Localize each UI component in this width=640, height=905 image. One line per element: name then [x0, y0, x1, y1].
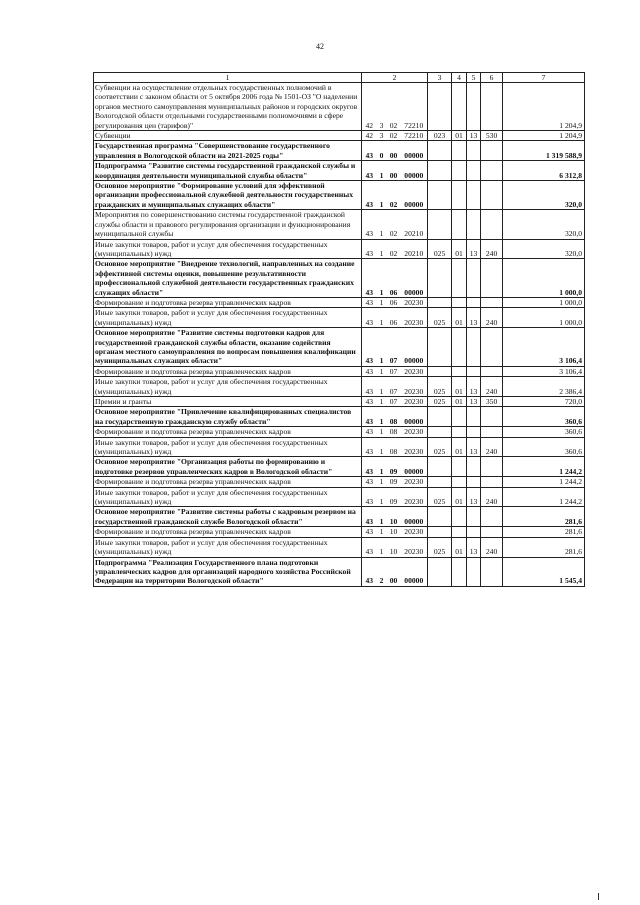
program-code-cell: 43: [362, 427, 377, 437]
amount-cell: 1 244,2: [503, 477, 585, 487]
section-code-cell: [452, 210, 467, 239]
subsection-code-cell: [467, 210, 481, 239]
row-name-cell: Иные закупки товаров, работ и услуг для обеспечения государственных (муниципальных) нужд: [94, 239, 362, 259]
amount-cell: 281,6: [503, 537, 585, 557]
direction-code-cell: 20230: [401, 437, 428, 457]
subsection-code-cell: [467, 477, 481, 487]
ministry-code-cell: [428, 210, 452, 239]
table-row: [94, 83, 585, 131]
row-name-cell: Подпрограмма "Реализация Государственного плана подготовки управленческих кадров для организаций народного хозяйства Российской Федерации на территории Вологодской области": [94, 557, 362, 586]
ministry-code-cell: [428, 557, 452, 586]
subsection-code-cell: 13: [467, 437, 481, 457]
program-code-cell: 43: [362, 181, 377, 210]
ministry-code-cell: 025: [428, 397, 452, 407]
row-name-cell: Формирование и подготовка резерва управленческих кадров: [94, 427, 362, 437]
subsection-code-cell: 13: [467, 131, 481, 141]
amount-cell: 281,6: [503, 527, 585, 537]
section-code-cell: [452, 366, 467, 376]
subsection-code-cell: [467, 427, 481, 437]
section-code-cell: 01: [452, 487, 467, 507]
direction-code-cell: 00000: [401, 457, 428, 477]
expense-type-cell: [481, 210, 503, 239]
ministry-code-cell: 025: [428, 377, 452, 397]
direction-code-cell: 00000: [401, 259, 428, 298]
subprogram-code-cell: 1: [377, 239, 387, 259]
subsection-code-cell: [467, 527, 481, 537]
amount-cell: 3 106,4: [503, 328, 585, 367]
row-name-cell: Государственная программа "Совершенствование государственного управления в Вологодской области на 2021-2025 годы": [94, 141, 362, 161]
subprogram-code-cell: 1: [377, 487, 387, 507]
direction-code-cell: 20230: [401, 537, 428, 557]
row-name-cell: Субвенции на осуществление отдельных государственных полномочий в соответствии с законом области от 5 октября 2006 года № 1501-ОЗ "О наделении органов местного самоуправления муниципальных районов и городских округов Вологодской области отдельными государственными полномочиями в сфере регулирования цен (тарифов)": [94, 83, 362, 131]
subprogram-code-cell: 1: [377, 308, 387, 328]
amount-cell: 1 000,0: [503, 308, 585, 328]
program-code-cell: 43: [362, 397, 377, 407]
subsection-code-cell: [467, 297, 481, 307]
program-code-cell: 43: [362, 328, 377, 367]
subsection-code-cell: 13: [467, 397, 481, 407]
subsection-code-cell: [467, 457, 481, 477]
activity-code-cell: 10: [387, 507, 401, 527]
section-code-cell: [452, 161, 467, 181]
section-code-cell: [452, 507, 467, 527]
subprogram-code-cell: 3: [377, 83, 387, 131]
column-header: 4: [452, 73, 467, 83]
program-code-cell: 43: [362, 487, 377, 507]
subprogram-code-cell: 1: [377, 397, 387, 407]
program-code-cell: 43: [362, 141, 377, 161]
activity-code-cell: 02: [387, 131, 401, 141]
row-name-cell: Основное мероприятие "Привлечение квалифицированных специалистов на государственную гражданскую службу области": [94, 407, 362, 427]
row-name-cell: Основное мероприятие "Развитие системы подготовки кадров для государственной гражданской службы области, оказание содействия органам местного самоуправления по вопросам повышения квалификации муниципальных служащих области": [94, 328, 362, 367]
activity-code-cell: 09: [387, 457, 401, 477]
ministry-code-cell: 023: [428, 131, 452, 141]
activity-code-cell: 06: [387, 259, 401, 298]
direction-code-cell: 20210: [401, 239, 428, 259]
activity-code-cell: 00: [387, 141, 401, 161]
table-row: [94, 487, 585, 507]
table-row: [94, 557, 585, 586]
row-name-cell: Основное мероприятие "Формирование условий для эффективной организации профессиональной служебной деятельности государственных гражданских и муниципальных служащих области": [94, 181, 362, 210]
table-row: [94, 239, 585, 259]
expense-type-cell: [481, 427, 503, 437]
subsection-code-cell: [467, 507, 481, 527]
amount-cell: 1 244,2: [503, 457, 585, 477]
table-row: [94, 161, 585, 181]
ministry-code-cell: [428, 141, 452, 161]
direction-code-cell: 20230: [401, 366, 428, 376]
direction-code-cell: 00000: [401, 407, 428, 427]
program-code-cell: 43: [362, 537, 377, 557]
ministry-code-cell: [428, 477, 452, 487]
direction-code-cell: 20230: [401, 487, 428, 507]
column-header: 6: [481, 73, 503, 83]
activity-code-cell: 08: [387, 407, 401, 427]
subprogram-code-cell: 1: [377, 259, 387, 298]
section-code-cell: [452, 527, 467, 537]
ministry-code-cell: [428, 259, 452, 298]
amount-cell: 360,6: [503, 407, 585, 427]
activity-code-cell: 02: [387, 210, 401, 239]
table-row: [94, 537, 585, 557]
table-row: [94, 507, 585, 527]
activity-code-cell: 00: [387, 161, 401, 181]
subprogram-code-cell: 1: [377, 437, 387, 457]
activity-code-cell: 09: [387, 487, 401, 507]
table-row: [94, 328, 585, 367]
direction-code-cell: 00000: [401, 557, 428, 586]
column-header: 1: [94, 73, 362, 83]
expense-type-cell: [481, 557, 503, 586]
subprogram-code-cell: 1: [377, 427, 387, 437]
ministry-code-cell: [428, 297, 452, 307]
section-code-cell: [452, 141, 467, 161]
ministry-code-cell: [428, 366, 452, 376]
row-name-cell: Формирование и подготовка резерва управленческих кадров: [94, 477, 362, 487]
section-code-cell: [452, 557, 467, 586]
activity-code-cell: 08: [387, 437, 401, 457]
expense-type-cell: 240: [481, 537, 503, 557]
expense-type-cell: [481, 407, 503, 427]
subsection-code-cell: [467, 83, 481, 131]
column-header: 7: [503, 73, 585, 83]
subsection-code-cell: 13: [467, 537, 481, 557]
direction-code-cell: 00000: [401, 181, 428, 210]
amount-cell: 1 204,9: [503, 131, 585, 141]
program-code-cell: 43: [362, 527, 377, 537]
section-code-cell: [452, 297, 467, 307]
direction-code-cell: 00000: [401, 141, 428, 161]
amount-cell: 281,6: [503, 507, 585, 527]
subsection-code-cell: [467, 181, 481, 210]
direction-code-cell: 72210: [401, 131, 428, 141]
table-row: [94, 181, 585, 210]
activity-code-cell: 06: [387, 308, 401, 328]
row-name-cell: Формирование и подготовка резерва управленческих кадров: [94, 527, 362, 537]
row-name-cell: Иные закупки товаров, работ и услуг для обеспечения государственных (муниципальных) нужд: [94, 308, 362, 328]
direction-code-cell: 20230: [401, 397, 428, 407]
expense-type-cell: 240: [481, 308, 503, 328]
subprogram-code-cell: 1: [377, 181, 387, 210]
table-row: [94, 308, 585, 328]
direction-code-cell: 20230: [401, 308, 428, 328]
ministry-code-cell: [428, 427, 452, 437]
section-code-cell: [452, 477, 467, 487]
subprogram-code-cell: 1: [377, 527, 387, 537]
expense-type-cell: 240: [481, 377, 503, 397]
table-row: [94, 407, 585, 427]
amount-cell: 6 312,8: [503, 161, 585, 181]
ministry-code-cell: [428, 407, 452, 427]
amount-cell: 360,6: [503, 437, 585, 457]
subprogram-code-cell: 1: [377, 161, 387, 181]
direction-code-cell: 20230: [401, 377, 428, 397]
subsection-code-cell: 13: [467, 239, 481, 259]
amount-cell: 320,0: [503, 239, 585, 259]
expense-type-cell: [481, 259, 503, 298]
section-code-cell: [452, 181, 467, 210]
subprogram-code-cell: 1: [377, 366, 387, 376]
amount-cell: 360,6: [503, 427, 585, 437]
expense-type-cell: [481, 328, 503, 367]
subsection-code-cell: 13: [467, 487, 481, 507]
page-number: 42: [316, 42, 324, 51]
budget-table: [93, 72, 585, 587]
amount-cell: 1 244,2: [503, 487, 585, 507]
subprogram-code-cell: 3: [377, 131, 387, 141]
row-name-cell: Основное мероприятие "Внедрение технологий, направленных на создание эффективной системы оценки, повышение результативности профессиональной служебной деятельности государственных гражданских служащих области": [94, 259, 362, 298]
section-code-cell: 01: [452, 537, 467, 557]
activity-code-cell: 02: [387, 83, 401, 131]
section-code-cell: [452, 427, 467, 437]
activity-code-cell: 08: [387, 427, 401, 437]
table-row: [94, 210, 585, 239]
expense-type-cell: 530: [481, 131, 503, 141]
amount-cell: 1 319 588,9: [503, 141, 585, 161]
program-code-cell: 42: [362, 83, 377, 131]
table-body: [94, 83, 585, 587]
table-row: [94, 259, 585, 298]
subprogram-code-cell: 1: [377, 407, 387, 427]
direction-code-cell: 00000: [401, 161, 428, 181]
ministry-code-cell: [428, 527, 452, 537]
amount-cell: 1 204,9: [503, 83, 585, 131]
activity-code-cell: 07: [387, 328, 401, 367]
section-code-cell: [452, 259, 467, 298]
table-row: [94, 437, 585, 457]
activity-code-cell: 07: [387, 366, 401, 376]
program-code-cell: 43: [362, 239, 377, 259]
program-code-cell: 43: [362, 557, 377, 586]
row-name-cell: Иные закупки товаров, работ и услуг для обеспечения государственных (муниципальных) нужд: [94, 487, 362, 507]
ministry-code-cell: [428, 507, 452, 527]
subprogram-code-cell: 0: [377, 141, 387, 161]
table-header: [94, 73, 585, 83]
expense-type-cell: [481, 527, 503, 537]
activity-code-cell: 10: [387, 527, 401, 537]
expense-type-cell: 350: [481, 397, 503, 407]
direction-code-cell: 20230: [401, 477, 428, 487]
expense-type-cell: [481, 181, 503, 210]
expense-type-cell: [481, 507, 503, 527]
table-row: [94, 477, 585, 487]
activity-code-cell: 10: [387, 537, 401, 557]
table-row: [94, 131, 585, 141]
expense-type-cell: [481, 141, 503, 161]
ministry-code-cell: 025: [428, 437, 452, 457]
activity-code-cell: 00: [387, 557, 401, 586]
expense-type-cell: [481, 297, 503, 307]
expense-type-cell: [481, 161, 503, 181]
ministry-code-cell: 025: [428, 308, 452, 328]
amount-cell: 720,0: [503, 397, 585, 407]
row-name-cell: Основное мероприятие "Организация работы по формированию и подготовке резервов управленческих кадров в Вологодской области": [94, 457, 362, 477]
subsection-code-cell: [467, 407, 481, 427]
section-code-cell: 01: [452, 308, 467, 328]
expense-type-cell: [481, 366, 503, 376]
subprogram-code-cell: 1: [377, 457, 387, 477]
program-code-cell: 43: [362, 407, 377, 427]
subsection-code-cell: 13: [467, 308, 481, 328]
program-code-cell: 43: [362, 210, 377, 239]
subprogram-code-cell: 1: [377, 507, 387, 527]
activity-code-cell: 07: [387, 377, 401, 397]
column-header: 2: [362, 73, 428, 83]
amount-cell: 320,0: [503, 210, 585, 239]
section-code-cell: [452, 457, 467, 477]
program-code-cell: 43: [362, 507, 377, 527]
subsection-code-cell: [467, 557, 481, 586]
program-code-cell: 43: [362, 259, 377, 298]
section-code-cell: [452, 407, 467, 427]
program-code-cell: 43: [362, 457, 377, 477]
section-code-cell: [452, 328, 467, 367]
section-code-cell: 01: [452, 377, 467, 397]
column-header: 3: [428, 73, 452, 83]
amount-cell: 1 545,4: [503, 557, 585, 586]
row-name-cell: Подпрограмма "Развитие системы государственной гражданской службы и координация деятельности муниципальной службы области": [94, 161, 362, 181]
row-name-cell: Премии и гранты: [94, 397, 362, 407]
table-row: [94, 297, 585, 307]
page-edge-mark: [598, 893, 599, 900]
subsection-code-cell: [467, 161, 481, 181]
table-row: [94, 457, 585, 477]
direction-code-cell: 20230: [401, 297, 428, 307]
row-name-cell: Иные закупки товаров, работ и услуг для обеспечения государственных (муниципальных) нужд: [94, 537, 362, 557]
ministry-code-cell: [428, 161, 452, 181]
subprogram-code-cell: 1: [377, 210, 387, 239]
subsection-code-cell: [467, 141, 481, 161]
subprogram-code-cell: 2: [377, 557, 387, 586]
program-code-cell: 43: [362, 308, 377, 328]
table-row: [94, 377, 585, 397]
subprogram-code-cell: 1: [377, 297, 387, 307]
ministry-code-cell: 025: [428, 239, 452, 259]
section-code-cell: [452, 83, 467, 131]
program-code-cell: 43: [362, 366, 377, 376]
amount-cell: 1 000,0: [503, 259, 585, 298]
expense-type-cell: [481, 83, 503, 131]
direction-code-cell: 00000: [401, 507, 428, 527]
section-code-cell: 01: [452, 397, 467, 407]
row-name-cell: Основное мероприятие "Развитие системы работы с кадровым резервом на государственной гражданской службе Вологодской области": [94, 507, 362, 527]
section-code-cell: 01: [452, 437, 467, 457]
subsection-code-cell: 13: [467, 377, 481, 397]
subsection-code-cell: [467, 366, 481, 376]
activity-code-cell: 09: [387, 477, 401, 487]
ministry-code-cell: 025: [428, 537, 452, 557]
row-name-cell: Субвенции: [94, 131, 362, 141]
activity-code-cell: 06: [387, 297, 401, 307]
activity-code-cell: 02: [387, 239, 401, 259]
expense-type-cell: 240: [481, 239, 503, 259]
row-name-cell: Иные закупки товаров, работ и услуг для обеспечения государственных (муниципальных) нужд: [94, 437, 362, 457]
table-row: [94, 527, 585, 537]
row-name-cell: Мероприятия по совершенствованию системы государственной гражданской службы области и правового регулирования организации и функционирования муниципальной службы: [94, 210, 362, 239]
direction-code-cell: 20210: [401, 210, 428, 239]
table-row: [94, 427, 585, 437]
direction-code-cell: 00000: [401, 328, 428, 367]
table-row: [94, 141, 585, 161]
activity-code-cell: 02: [387, 181, 401, 210]
table-row: [94, 397, 585, 407]
amount-cell: 1 000,0: [503, 297, 585, 307]
amount-cell: 320,0: [503, 181, 585, 210]
ministry-code-cell: [428, 181, 452, 210]
ministry-code-cell: [428, 457, 452, 477]
program-code-cell: 43: [362, 297, 377, 307]
table-row: [94, 366, 585, 376]
column-header: 5: [467, 73, 481, 83]
program-code-cell: 42: [362, 131, 377, 141]
activity-code-cell: 07: [387, 397, 401, 407]
amount-cell: 2 386,4: [503, 377, 585, 397]
row-name-cell: Формирование и подготовка резерва управленческих кадров: [94, 297, 362, 307]
row-name-cell: Формирование и подготовка резерва управленческих кадров: [94, 366, 362, 376]
direction-code-cell: 20230: [401, 427, 428, 437]
section-code-cell: 01: [452, 131, 467, 141]
subprogram-code-cell: 1: [377, 377, 387, 397]
row-name-cell: Иные закупки товаров, работ и услуг для обеспечения государственных (муниципальных) нужд: [94, 377, 362, 397]
expense-type-cell: 240: [481, 487, 503, 507]
program-code-cell: 43: [362, 477, 377, 487]
subprogram-code-cell: 1: [377, 477, 387, 487]
expense-type-cell: 240: [481, 437, 503, 457]
section-code-cell: 01: [452, 239, 467, 259]
expense-type-cell: [481, 457, 503, 477]
direction-code-cell: 72210: [401, 83, 428, 131]
direction-code-cell: 20230: [401, 527, 428, 537]
ministry-code-cell: 025: [428, 487, 452, 507]
program-code-cell: 43: [362, 437, 377, 457]
subsection-code-cell: [467, 328, 481, 367]
ministry-code-cell: [428, 83, 452, 131]
subprogram-code-cell: 1: [377, 328, 387, 367]
ministry-code-cell: [428, 328, 452, 367]
subsection-code-cell: [467, 259, 481, 298]
subprogram-code-cell: 1: [377, 537, 387, 557]
amount-cell: 3 106,4: [503, 366, 585, 376]
program-code-cell: 43: [362, 161, 377, 181]
program-code-cell: 43: [362, 377, 377, 397]
expense-type-cell: [481, 477, 503, 487]
